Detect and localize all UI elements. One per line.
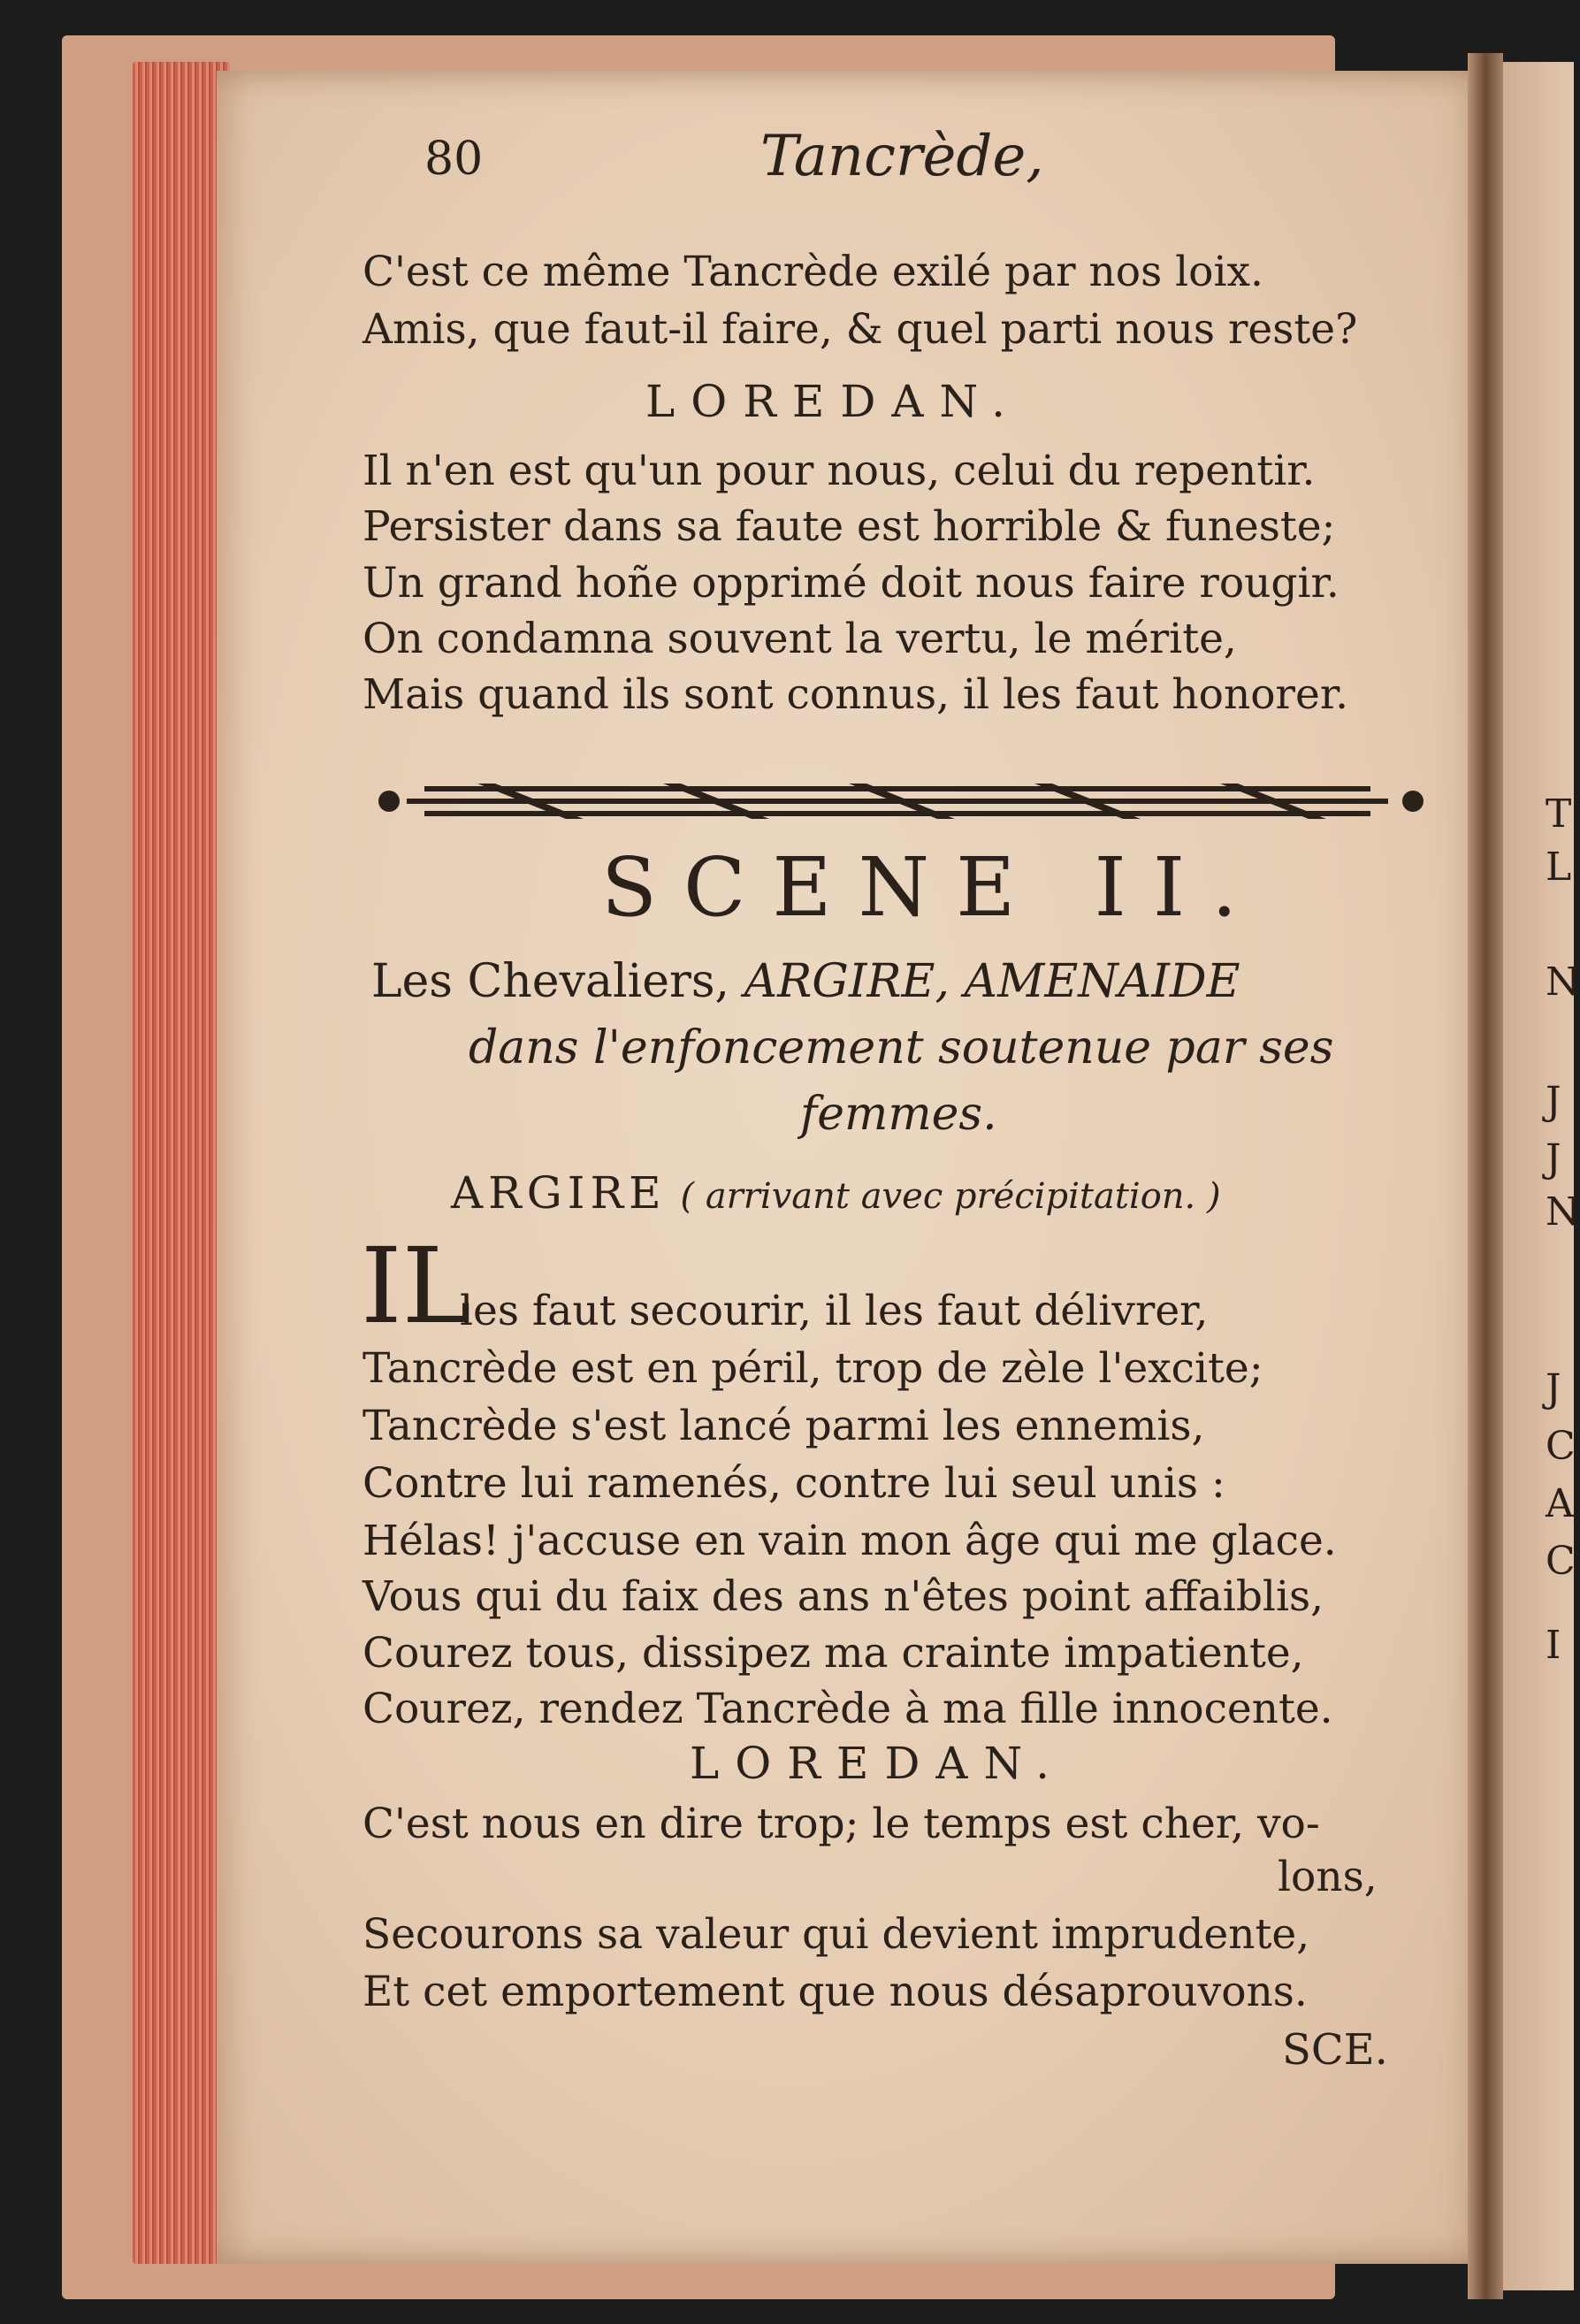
facing-letter: N [1546, 959, 1580, 1005]
facing-letter: J [1546, 1366, 1561, 1411]
verse-line: C'est nous en dire trop; le temps est cher, vo- [363, 1800, 1320, 1848]
facing-letter: I [1546, 1623, 1561, 1668]
verse-line: Tancrède s'est lancé parmi les ennemis, [363, 1402, 1205, 1450]
ornamental-divider [371, 776, 1432, 826]
facing-letter: A [1546, 1481, 1574, 1526]
verse-line: Courez tous, dissipez ma crainte impatiente, [363, 1629, 1304, 1678]
verse-line: Courez, rendez Tancrède à ma fille innocente. [363, 1685, 1333, 1733]
cast-line: dans l'enfoncement soutenue par ses [469, 1021, 1334, 1074]
verse-line: Secourons sa valeur qui devient imprudente, [363, 1910, 1310, 1959]
verse-line: Contre lui ramenés, contre lui seul unis : [363, 1459, 1225, 1508]
facing-letter: N [1546, 1189, 1580, 1235]
verse-line: Tancrède est en péril, trop de zèle l'excite; [363, 1344, 1263, 1393]
speaker-name: ARGIRE [451, 1167, 667, 1219]
speaker-loredan: LOREDAN. [645, 376, 1021, 427]
facing-letter: J [1546, 1079, 1561, 1124]
verse-line: C'est ce même Tancrède exilé par nos loix. [363, 248, 1263, 296]
verse-line-continuation: lons, [1278, 1853, 1378, 1901]
speaker-loredan: LOREDAN. [690, 1738, 1065, 1789]
facing-page [1503, 62, 1574, 2290]
verse-line: On condamna souvent la vertu, le mérite, [363, 615, 1237, 663]
verse-line: Amis, que faut-il faire, & quel parti nous reste? [363, 305, 1358, 354]
verse-line: Un grand hoñe opprimé doit nous faire rougir. [363, 559, 1340, 608]
verse-line: les faut secourir, il les faut délivrer, [460, 1287, 1209, 1335]
facing-letter: J [1546, 1136, 1561, 1181]
page-number: 80 [424, 133, 484, 186]
verse-line: Hélas! j'accuse en vain mon âge qui me glace. [363, 1517, 1337, 1565]
verse-line: Mais quand ils sont connus, il les faut honorer. [363, 670, 1349, 719]
scene-title: SCENE II. [601, 840, 1264, 935]
facing-letter: C [1546, 1539, 1576, 1584]
verse-line: Il n'en est qu'un pour nous, celui du repentir. [363, 447, 1316, 495]
book-gutter [1468, 53, 1503, 2299]
drop-cap: IL [361, 1225, 471, 1347]
facing-letter: T [1546, 791, 1572, 837]
speaker-argire [451, 1167, 1221, 1219]
catchword: SCE. [1282, 2025, 1388, 2075]
page-edges [133, 62, 230, 2264]
verse-line: Persister dans sa faute est horrible & funeste; [363, 502, 1336, 551]
verse-line: Et cet emportement que nous désaprouvons. [363, 1968, 1308, 2016]
running-title: Tancrède, [760, 124, 1044, 189]
facing-letter: L [1546, 845, 1572, 890]
cast-line: femmes. [800, 1088, 997, 1141]
cast-plain: Les Chevaliers, [371, 955, 730, 1008]
cast-list [371, 955, 1240, 1008]
verse-line: Vous qui du faix des ans n'êtes point affaiblis, [363, 1572, 1324, 1621]
facing-letter: C [1546, 1424, 1576, 1469]
cast-italic: ARGIRE, AMENAIDE [744, 955, 1240, 1008]
stage-direction: ( arrivant avec précipitation. ) [680, 1176, 1221, 1217]
